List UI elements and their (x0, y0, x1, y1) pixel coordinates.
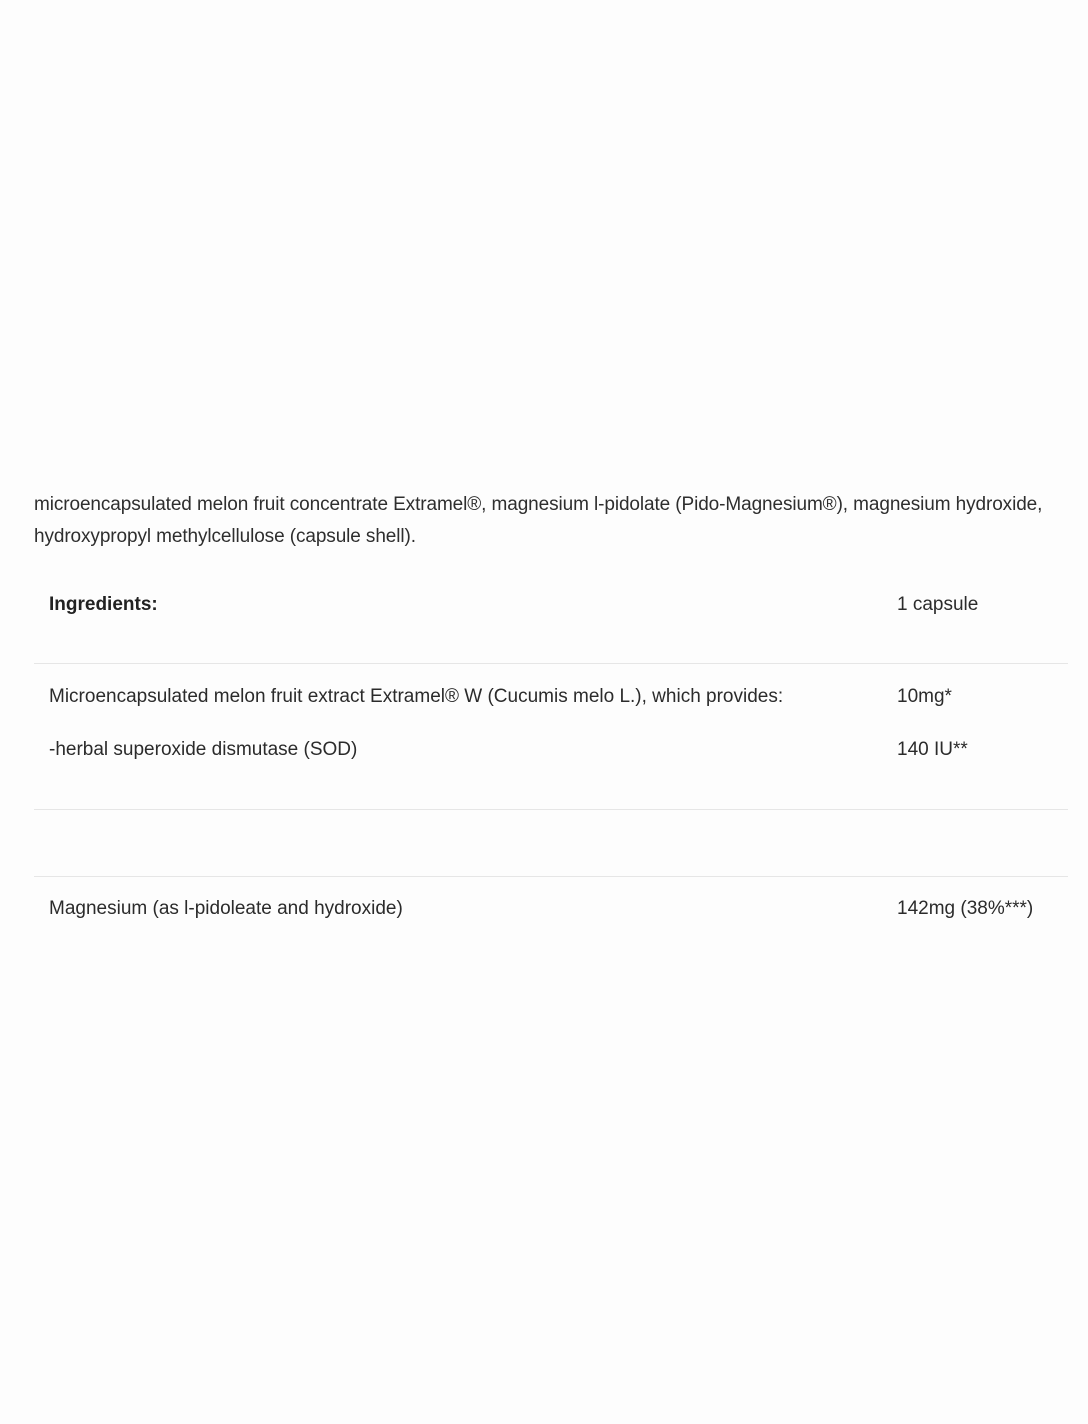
ingredients-description: microencapsulated melon fruit concentrate Extramel®, magnesium l-pidolate (Pido-Magnesium®), magnesium hydroxide, hydroxypropyl methylcellulose (capsule shell). (34, 494, 1043, 547)
table-header-serving: 1 capsule (897, 594, 979, 615)
ingredient-name: Microencapsulated melon fruit extract Extramel® W (Cucumis melo L.), which provides: (49, 686, 784, 707)
table-group-melon-extract (34, 664, 1068, 809)
ingredient-name: Magnesium (as l-pidoleate and hydroxide) (49, 898, 403, 919)
ingredient-amount: 140 IU** (897, 739, 968, 760)
table-header-row (34, 583, 1068, 663)
table-header-ingredients: Ingredients: (49, 594, 158, 615)
nutrition-table (34, 583, 1068, 922)
table-empty-row (34, 810, 1068, 876)
table-row (34, 896, 1068, 922)
ingredient-name: -herbal superoxide dismutase (SOD) (49, 739, 358, 760)
ingredient-amount: 142mg (38%***) (897, 898, 1034, 919)
product-composition (34, 489, 1068, 922)
table-group-magnesium (34, 877, 1068, 922)
table-row (34, 684, 1068, 710)
table-row (34, 737, 1068, 763)
ingredient-amount: 10mg* (897, 686, 952, 707)
